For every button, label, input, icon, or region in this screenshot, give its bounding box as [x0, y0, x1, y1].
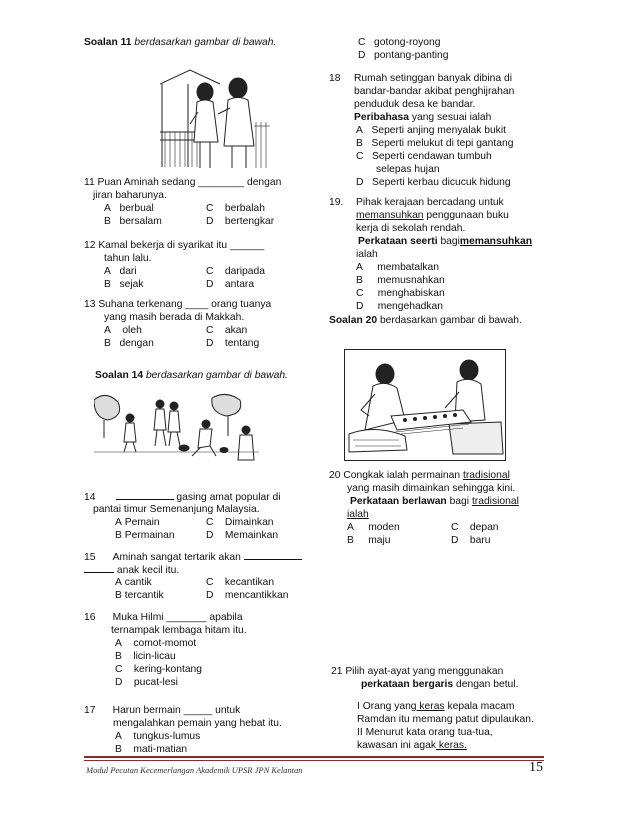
- q12-stem: 12 Kamal bekerja di syarikat itu ______: [84, 240, 265, 251]
- q13-option-c[interactable]: C akan: [206, 325, 248, 336]
- q19-stem-line1: Pihak kerajaan bercadang untuk: [356, 197, 504, 208]
- answer-blank: [116, 490, 174, 500]
- q15-stem-cont: anak kecil itu.: [84, 563, 179, 577]
- illustration-neighbours-greeting: [160, 62, 270, 170]
- q19-stem-line5: ialah: [356, 249, 378, 260]
- q21-stem-line2: perkataan bergaris dengan betul.: [361, 679, 519, 690]
- q17-stem: 17 Harun bermain _____ untuk: [84, 705, 241, 716]
- q20-option-d[interactable]: D baru: [451, 535, 491, 546]
- answer-blank: [84, 563, 114, 573]
- q21-sentence-2: II Menurut kata orang tua-tua,: [357, 727, 493, 738]
- q19-option-d[interactable]: D mengehadkan: [356, 301, 444, 312]
- q12-option-c[interactable]: C daripada: [206, 266, 265, 277]
- q16-stem-cont: ternampak lembaga hitam itu.: [111, 625, 247, 636]
- q11-option-b[interactable]: B bersalam: [104, 216, 162, 227]
- q15-option-c[interactable]: C kecantikan: [206, 577, 275, 588]
- footer-rule-thin: [84, 760, 544, 761]
- q17-stem-cont: mengalahkan pemain yang hebat itu.: [113, 718, 282, 729]
- q13-option-a[interactable]: A oleh: [104, 325, 142, 336]
- q19-option-c[interactable]: C menghabiskan: [356, 288, 445, 299]
- q18-stem-line1: Rumah setinggan banyak dibina di: [354, 73, 512, 84]
- heading-soalan-14: Soalan 14 berdasarkan gambar di bawah.: [95, 370, 288, 381]
- illustration-congkak-players: [344, 349, 506, 461]
- q21-sentence-2-cont: kawasan ini agak keras.: [357, 740, 467, 751]
- q18-option-d[interactable]: D Seperti kerbau dicucuk hidung: [356, 177, 511, 188]
- q11-stem: 11 Puan Aminah sedang ________ dengan: [84, 177, 282, 188]
- q14-stem: 14 gasing amat popular di: [84, 492, 281, 503]
- q18-option-c-cont: selepas hujan: [376, 164, 440, 175]
- q21-sentence-1-cont: Ramdan itu memang patut dipulaukan.: [357, 714, 534, 725]
- q16-option-a[interactable]: A comot-momot: [115, 638, 197, 649]
- q21-sentence-1: I Orang yang keras kepala macam: [357, 701, 515, 712]
- q20-stem-line2: yang masih dimainkan sehingga kini.: [347, 483, 516, 494]
- q18-option-b[interactable]: B Seperti melukut di tepi gantang: [356, 138, 514, 149]
- q18-option-c[interactable]: C Seperti cendawan tumbuh: [356, 151, 492, 162]
- q20-stem-line4: ialah: [347, 509, 369, 520]
- footer-text: Modul Pecutan Kecemerlangan Akademik UPSR JPN Kelantan: [86, 765, 303, 775]
- q20-stem-line3: Perkataan berlawan bagi tradisional: [350, 496, 519, 507]
- q17-option-d[interactable]: D pontang-panting: [358, 50, 449, 61]
- q15-option-b[interactable]: B tercantik: [115, 590, 164, 601]
- q19-number: 19.: [329, 197, 344, 208]
- q20-option-c[interactable]: C depan: [451, 522, 499, 533]
- q12-option-b[interactable]: B sejak: [104, 279, 144, 290]
- illustration-gasing-players: [94, 390, 259, 470]
- q14-stem-cont: pantai timur Semenanjung Malaysia.: [93, 504, 260, 515]
- heading-soalan-20: Soalan 20 berdasarkan gambar di bawah.: [329, 315, 522, 326]
- q13-option-d[interactable]: D tentang: [206, 338, 260, 349]
- q19-stem-line3: kerja di sekolah rendah.: [356, 223, 466, 234]
- q12-option-a[interactable]: A dari: [104, 266, 137, 277]
- q15-stem: 15 Aminah sangat tertarik akan: [84, 550, 302, 564]
- q13-option-b[interactable]: B dengan: [104, 338, 154, 349]
- q17-option-a[interactable]: A tungkus-lumus: [115, 731, 201, 742]
- q16-option-d[interactable]: D pucat-lesi: [115, 677, 178, 688]
- q15-option-d[interactable]: D mencantikkan: [206, 590, 289, 601]
- q14-option-b[interactable]: B Permainan: [115, 530, 175, 541]
- answer-blank: [244, 550, 302, 560]
- q20-option-a[interactable]: A moden: [347, 522, 400, 533]
- q18-number: 18: [329, 73, 341, 84]
- q14-option-c[interactable]: C Dimainkan: [206, 517, 274, 528]
- q19-option-b[interactable]: B memusnahkan: [356, 275, 445, 286]
- q14-option-a[interactable]: A Pemain: [115, 517, 160, 528]
- q18-peribahasa: Peribahasa yang sesuai ialah: [354, 112, 492, 123]
- q15-option-a[interactable]: A cantik: [115, 577, 152, 588]
- q11-option-c[interactable]: C berbalah: [206, 203, 265, 214]
- q19-stem-line4: Perkataan seerti bagimemansuhkan: [358, 236, 533, 247]
- q13-stem-cont: yang masih berada di Makkah.: [104, 312, 245, 323]
- q18-stem-line2: bandar-bandar akibat penghijrahan: [354, 86, 515, 97]
- q11-option-a[interactable]: A berbual: [104, 203, 154, 214]
- q11-option-d[interactable]: D bertengkar: [206, 216, 275, 227]
- q18-option-a[interactable]: A Seperti anjing menyalak bukit: [356, 125, 506, 136]
- q19-stem-line2: memansuhkan penggunaan buku: [356, 210, 509, 221]
- q16-option-b[interactable]: B licin-licau: [115, 651, 176, 662]
- q20-stem-line1: 20 Congkak ialah permainan tradisional: [329, 470, 510, 481]
- q13-stem: 13 Suhana terkenang ____ orang tuanya: [84, 299, 272, 310]
- q21-stem-line1: 21 Pilih ayat-ayat yang menggunakan: [331, 666, 504, 677]
- page-number: 15: [529, 760, 543, 775]
- footer-rule-thick: [84, 756, 544, 758]
- q12-stem-cont: tahun lalu.: [104, 253, 152, 264]
- q14-option-d[interactable]: D Memainkan: [206, 530, 279, 541]
- q20-option-b[interactable]: B maju: [347, 535, 391, 546]
- q17-option-b[interactable]: B mati-matian: [115, 744, 188, 755]
- q16-stem: 16 Muka Hilmi _______ apabila: [84, 612, 243, 623]
- q12-option-d[interactable]: D antara: [206, 279, 255, 290]
- q16-option-c[interactable]: C kering-kontang: [115, 664, 203, 675]
- heading-soalan-11: Soalan 11 berdasarkan gambar di bawah.: [84, 37, 277, 48]
- q17-option-c[interactable]: C gotong-royong: [358, 37, 441, 48]
- q11-stem-cont: jiran baharunya.: [93, 190, 167, 201]
- q18-stem-line3: penduduk desa ke bandar.: [354, 99, 476, 110]
- q19-option-a[interactable]: A membatalkan: [356, 262, 439, 273]
